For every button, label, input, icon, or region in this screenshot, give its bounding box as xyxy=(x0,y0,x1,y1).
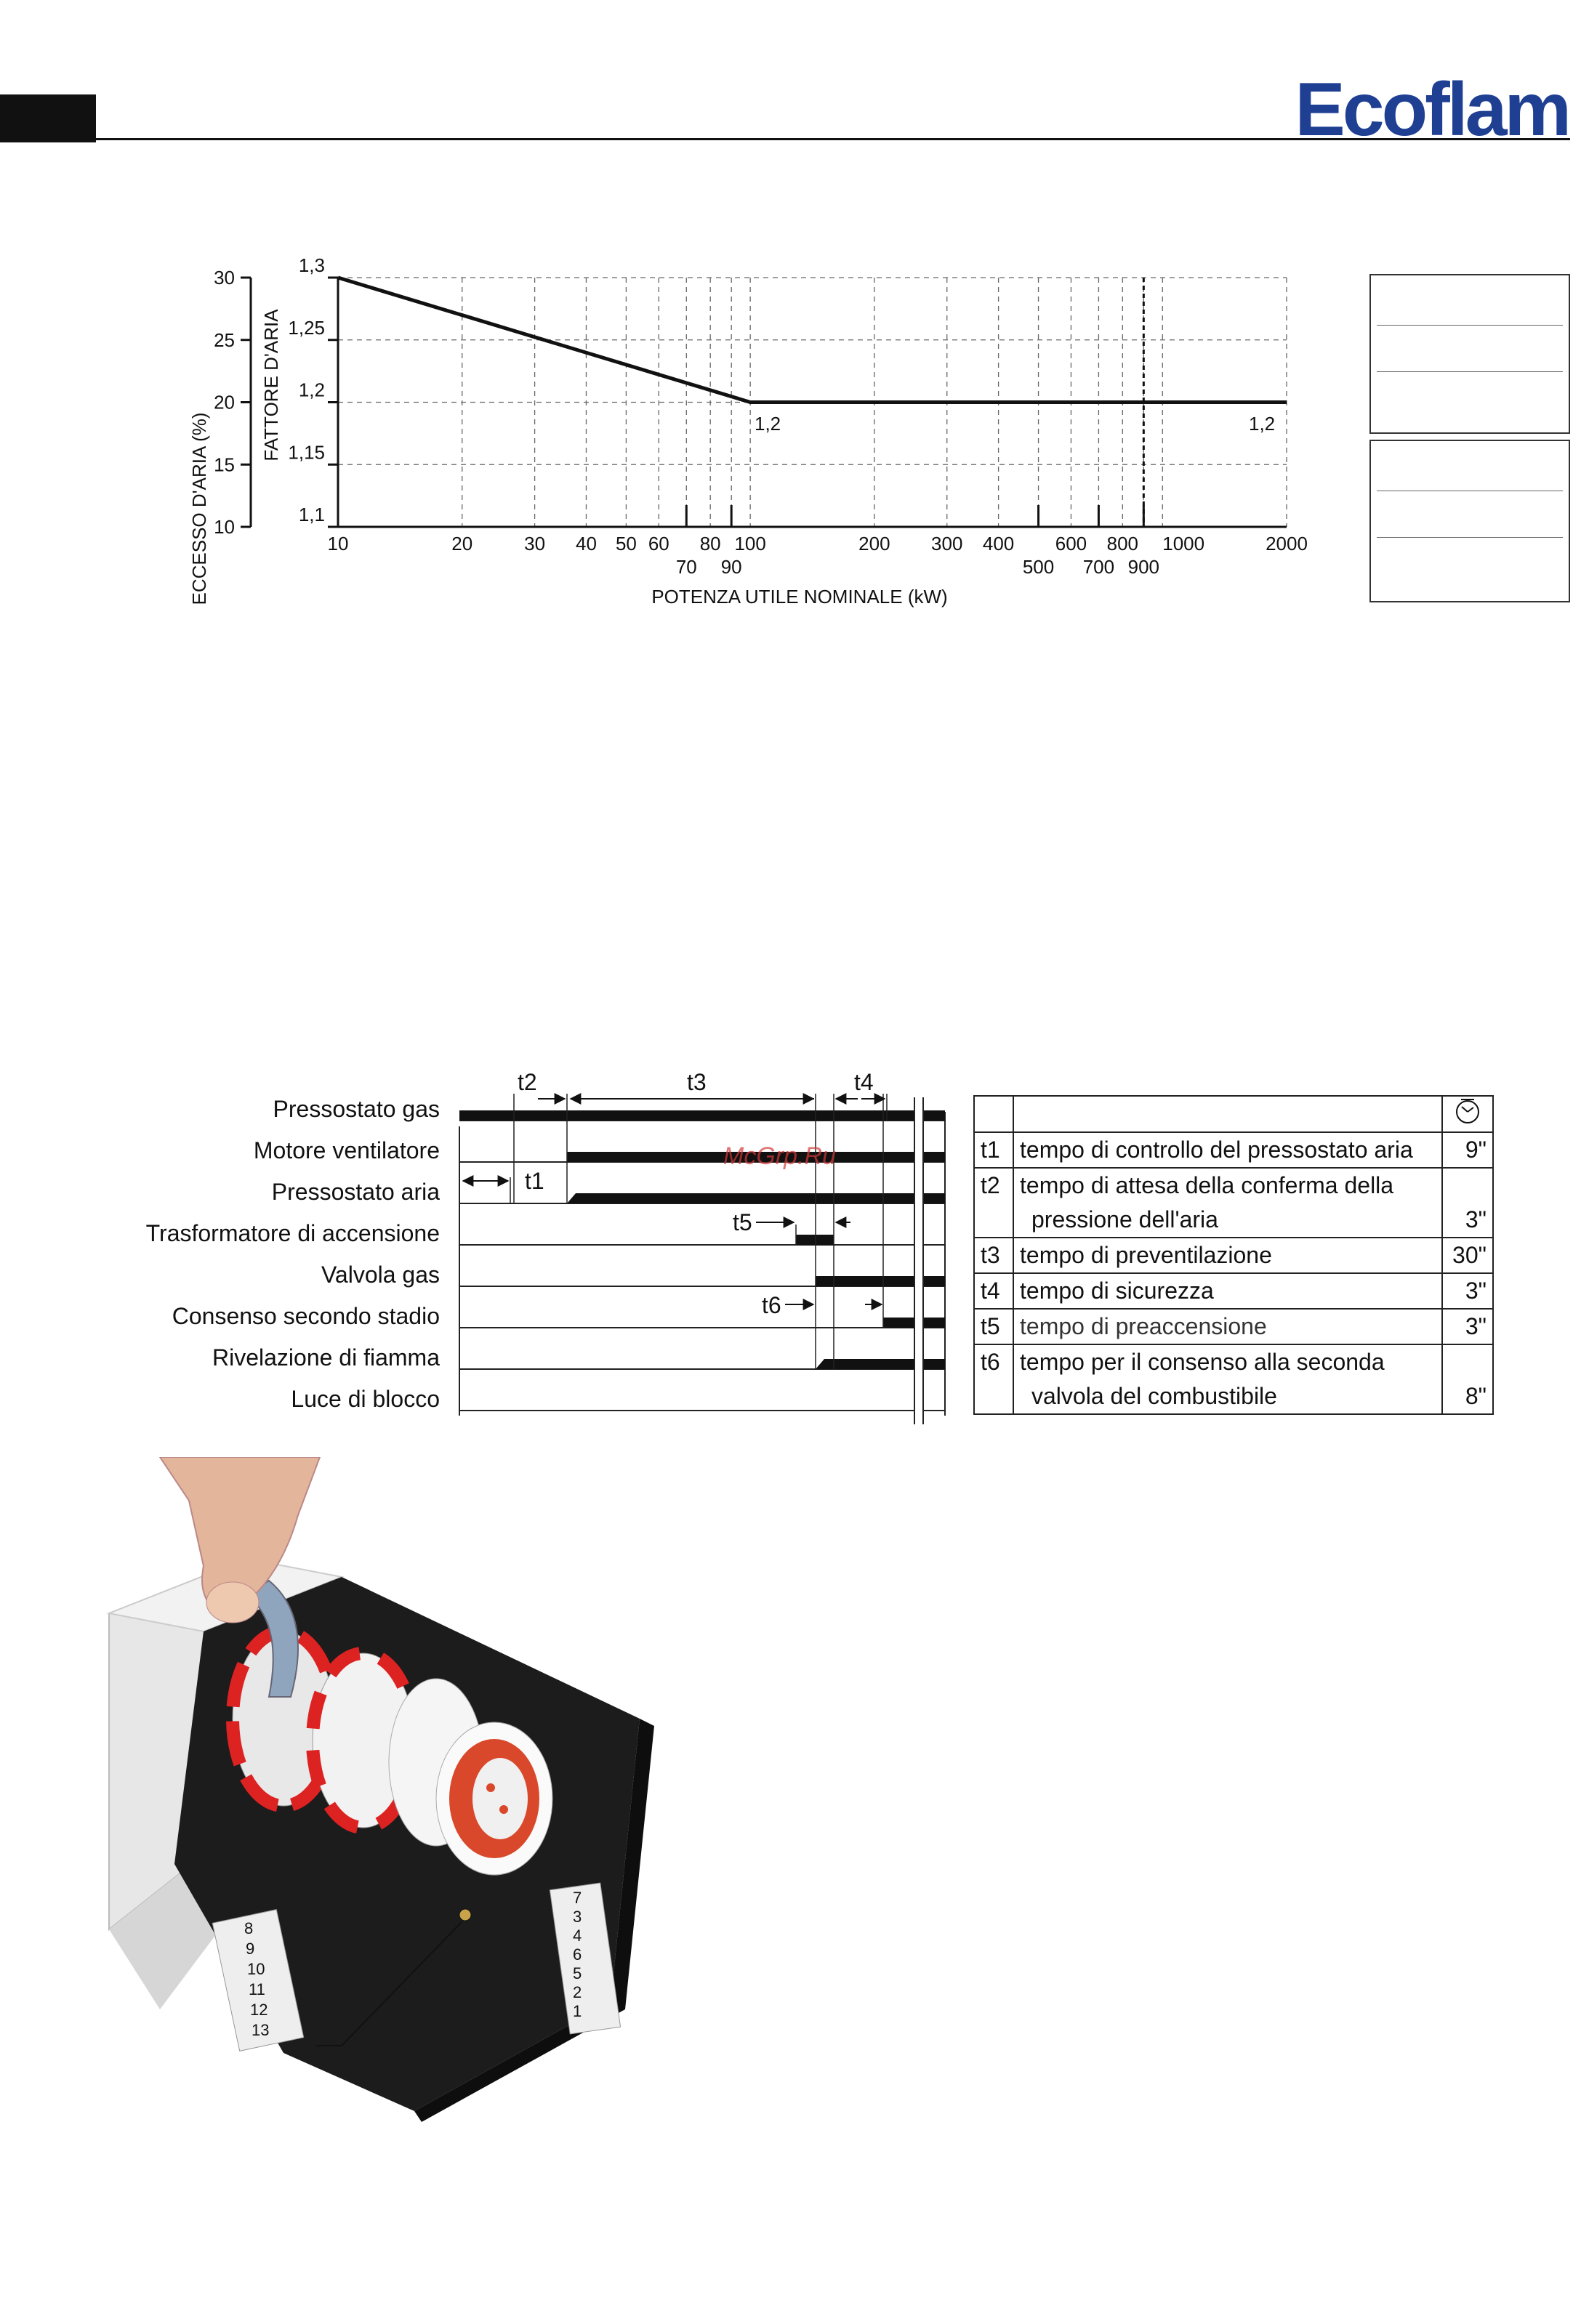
row-label-rivelazione-fiamma: Rivelazione di fiamma xyxy=(212,1344,440,1371)
x-tick-label: 1000 xyxy=(1162,533,1205,554)
row-desc: tempo di controllo del pressostato aria xyxy=(1013,1132,1442,1168)
terminal-label-left: 10 xyxy=(247,1960,265,1978)
side-panel-bottom xyxy=(1369,440,1570,602)
x-tick-label: 400 xyxy=(982,533,1015,554)
row-label-trasformatore: Trasformatore di accensione xyxy=(145,1220,440,1246)
x-tick-label: 50 xyxy=(615,533,637,554)
period-label-t1: t1 xyxy=(525,1168,544,1194)
x-tick-label: 30 xyxy=(524,533,546,554)
x-tick-label: 10 xyxy=(327,533,349,554)
row-value: 30" xyxy=(1442,1238,1493,1273)
terminal-label-left: 13 xyxy=(252,2021,270,2039)
x-tick-label-lower: 90 xyxy=(720,556,742,578)
y-tick-label-factor: 1,25 xyxy=(288,316,325,339)
row-value: 9" xyxy=(1442,1132,1493,1168)
terminal-label-left: 12 xyxy=(250,2001,268,2019)
x-tick-label-lower: 500 xyxy=(1022,556,1055,578)
row-value: 3" xyxy=(1442,1309,1493,1344)
y-axis-label-left: ECCESSO D'ARIA (%) xyxy=(188,412,210,605)
air-factor-chart xyxy=(0,247,1345,625)
table-row xyxy=(974,1238,1493,1273)
ecoflam-logo: Ecoflam xyxy=(1295,68,1569,152)
y-axis-label-right: FATTORE D'ARIA xyxy=(260,309,282,461)
table-row xyxy=(974,1273,1493,1309)
terminal-label-right: 7 xyxy=(573,1889,582,1907)
y-tick-label-percent: 15 xyxy=(214,453,235,476)
row-desc: tempo di preaccensione xyxy=(1013,1309,1442,1344)
row-code: t4 xyxy=(974,1273,1013,1309)
terminal-label-right: 1 xyxy=(573,2002,582,2020)
period-label-t4: t4 xyxy=(854,1069,874,1095)
x-tick-label-lower: 900 xyxy=(1127,556,1160,578)
x-tick-label: 2000 xyxy=(1266,533,1308,554)
x-tick-label: 100 xyxy=(734,533,766,554)
row-desc-cont: pressione dell'aria xyxy=(1013,1203,1442,1238)
row-value: 8" xyxy=(1442,1379,1493,1414)
y-tick-label-factor: 1,2 xyxy=(298,379,325,401)
annotation-left: 1,2 xyxy=(755,413,781,435)
side-panel-line xyxy=(1377,325,1563,326)
period-label-t5: t5 xyxy=(733,1209,752,1235)
terminal-label-right: 2 xyxy=(573,1983,582,2001)
row-code: t3 xyxy=(974,1238,1013,1273)
x-tick-label: 600 xyxy=(1055,533,1087,554)
timing-diagram xyxy=(116,1068,960,1439)
terminal-label-right: 4 xyxy=(573,1926,582,1945)
y-tick-label-percent: 10 xyxy=(214,516,235,538)
clock-icon xyxy=(1452,1097,1484,1126)
side-panel-line xyxy=(1377,371,1563,372)
row-label-pressostato-gas: Pressostato gas xyxy=(273,1096,440,1122)
x-axis-label: POTENZA UTILE NOMINALE (kW) xyxy=(651,586,948,608)
y-tick-label-factor: 1,15 xyxy=(288,441,325,464)
terminal-label-right: 5 xyxy=(573,1964,582,1982)
row-code: t6 xyxy=(974,1344,1013,1379)
table-row xyxy=(974,1344,1493,1379)
row-label-consenso-secondo-stadio: Consenso secondo stadio xyxy=(172,1303,440,1329)
annotation-right: 1,2 xyxy=(1249,413,1276,435)
y-tick-label-factor: 1,1 xyxy=(298,504,325,525)
x-tick-label: 20 xyxy=(451,533,473,554)
table-row xyxy=(974,1132,1493,1168)
x-tick-label: 800 xyxy=(1106,533,1139,554)
table-header-row xyxy=(974,1096,1493,1132)
x-tick-label: 300 xyxy=(931,533,963,554)
table-row xyxy=(974,1309,1493,1344)
terminal-label-left: 9 xyxy=(246,1940,255,1958)
row-desc: tempo per il consenso alla seconda xyxy=(1013,1344,1442,1379)
terminal-label-left: 8 xyxy=(244,1919,254,1937)
row-desc: tempo di preventilazione xyxy=(1013,1238,1442,1273)
terminal-label-left: 11 xyxy=(249,1980,265,1998)
period-label-t6: t6 xyxy=(762,1292,781,1318)
table-row-continued xyxy=(974,1379,1493,1414)
row-label-luce-blocco: Luce di blocco xyxy=(291,1386,440,1412)
y-tick-label-percent: 20 xyxy=(214,391,235,413)
x-tick-label: 80 xyxy=(699,533,721,554)
period-label-t3: t3 xyxy=(687,1069,707,1095)
row-value: 3" xyxy=(1442,1203,1493,1238)
row-value: 3" xyxy=(1442,1273,1493,1309)
side-panel-line xyxy=(1377,537,1563,538)
row-code: t1 xyxy=(974,1132,1013,1168)
row-label-pressostato-aria: Pressostato aria xyxy=(271,1179,440,1205)
row-desc: tempo di sicurezza xyxy=(1013,1273,1442,1309)
table-row xyxy=(974,1168,1493,1203)
y-tick-label-factor: 1,3 xyxy=(298,254,325,276)
row-code: t5 xyxy=(974,1309,1013,1344)
row-label-valvola-gas: Valvola gas xyxy=(321,1262,440,1288)
header-black-tab xyxy=(0,94,96,142)
row-code: t2 xyxy=(974,1168,1013,1203)
x-tick-label: 40 xyxy=(575,533,597,554)
side-panel-top xyxy=(1369,274,1570,434)
x-tick-label-lower: 700 xyxy=(1082,556,1115,578)
row-label-motore-ventilatore: Motore ventilatore xyxy=(253,1137,440,1163)
burner-control-photo xyxy=(102,1457,669,2126)
table-row-continued xyxy=(974,1203,1493,1238)
x-tick-label: 200 xyxy=(858,533,890,554)
row-desc-cont: valvola del combustibile xyxy=(1013,1379,1442,1414)
x-tick-label-lower: 70 xyxy=(675,556,697,578)
y-tick-label-percent: 25 xyxy=(214,328,235,351)
timing-legend-table xyxy=(973,1095,1494,1415)
watermark: McGrp.Ru xyxy=(723,1142,836,1170)
row-desc: tempo di attesa della conferma della xyxy=(1013,1168,1442,1203)
terminal-label-right: 3 xyxy=(573,1908,582,1926)
y-tick-label-percent: 30 xyxy=(214,267,235,289)
terminal-label-right: 6 xyxy=(573,1945,582,1964)
period-label-t2: t2 xyxy=(518,1069,537,1095)
x-tick-label: 60 xyxy=(648,533,669,554)
